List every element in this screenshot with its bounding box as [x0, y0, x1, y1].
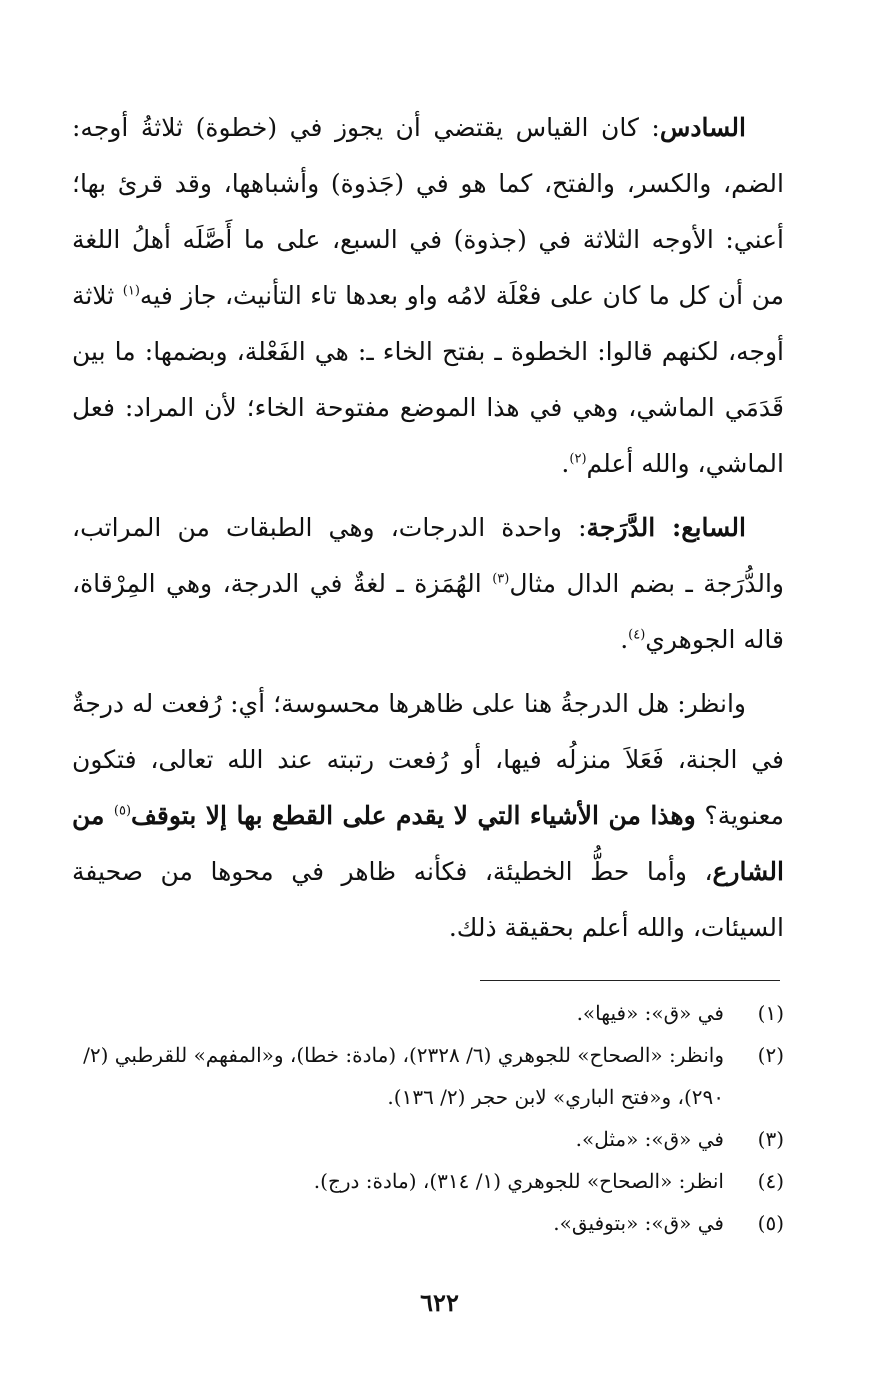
footnote-number: (١)	[757, 1001, 784, 1025]
paragraph-text: وانظر: هل الدرجةُ هنا على ظاهرها محسوسة؛ أي: رُفعت له درجةٌ في الجنة، فَعَلاَ منزلُه فيها، أو رُفعت رتبته عند الله تعالى، فتكون معنوية؟	[72, 689, 784, 830]
footnote-text: في «ق»: «بتوفيق».	[553, 1211, 724, 1235]
paragraph-text: : كان القياس يقتضي أن يجوز في (خطوة) ثلاثةُ أوجه: الضم، والكسر، والفتح، كما هو في (جَذوة) وأشباهها، وقد قرئ بها؛ أعني: الأوجه الثلاثة في (جذوة) في السبع، على ما أَصَّلَه أهلُ اللغة من أن كل ما كان على فعْلَة لامُه واو بعدها تاء التأنيث، جاز فيه	[72, 113, 784, 310]
paragraph-end: .	[620, 625, 629, 654]
footnote-ref[interactable]: (٣)	[492, 571, 510, 587]
paragraph-text: ثلاثة أوجه، لكنهم قالوا: الخطوة ـ بفتح الخاء ـ: هي الفَعْلة، وبضمها: ما بين قَدَمَي الماشي، وهي في هذا الموضع مفتوحة الخاء؛ لأن المراد: فعل الماشي، والله أعلم	[72, 281, 784, 478]
footnote-text: انظر: «الصحاح» للجوهري (١/ ٣١٤)، (مادة: درج).	[313, 1169, 724, 1193]
paragraph-lead: السابع: الدَّرَجة	[586, 513, 746, 542]
paragraph-consider	[72, 676, 784, 956]
paragraph-bold-text: وهذا من الأشياء التي لا يقدم على القطع بها إلا بتوقف	[131, 801, 696, 830]
footnote-text: في «ق»: «مثل».	[575, 1127, 724, 1151]
footnote-item	[72, 1160, 784, 1202]
footnote-number: (٣)	[757, 1127, 784, 1151]
footnote-number: (٥)	[757, 1211, 784, 1235]
footnote-ref[interactable]: (١)	[122, 283, 140, 299]
footnote-ref[interactable]: (٤)	[628, 627, 646, 643]
footnote-number: (٢)	[757, 1043, 784, 1067]
footnote-text: في «ق»: «فيها».	[576, 1001, 724, 1025]
footnote-text: وانظر: «الصحاح» للجوهري (٦/ ٢٣٢٨)، (مادة: خطا)، و«المفهم» للقرطبي (٢/ ٢٩٠)، و«فتح الباري» لابن حجر (٢/ ١٣٦).	[83, 1043, 724, 1109]
main-text	[72, 100, 784, 964]
paragraph-bold-text: من الشارع	[72, 801, 784, 886]
footnote-divider	[480, 980, 780, 981]
footnote-item	[72, 1118, 784, 1160]
paragraph-text: الهُمَزة ـ لغةٌ في الدرجة، وهي المِرْقاة، قاله الجوهري	[72, 569, 784, 654]
footnote-item	[72, 1034, 784, 1118]
footnotes	[72, 992, 784, 1244]
page-number: ٦٢٢	[420, 1288, 459, 1317]
paragraph-text: ، وأما حطُّ الخطيئة، فكأنه ظاهر في محوها من صحيفة السيئات، والله أعلم بحقيقة ذلك.	[72, 857, 784, 942]
footnote-item	[72, 992, 784, 1034]
paragraph-sixth	[72, 100, 784, 492]
footnote-item	[72, 1202, 784, 1244]
paragraph-text: : واحدة الدرجات، وهي الطبقات من المراتب، والدُّرَجة ـ بضم الدال مثال	[72, 513, 784, 598]
paragraph-lead: السادس	[659, 113, 746, 142]
footnote-number: (٤)	[757, 1169, 784, 1193]
paragraph-seventh	[72, 500, 784, 668]
paragraph-end: .	[561, 449, 570, 478]
footnote-ref[interactable]: (٥)	[113, 803, 132, 819]
footnote-ref[interactable]: (٢)	[569, 451, 587, 467]
